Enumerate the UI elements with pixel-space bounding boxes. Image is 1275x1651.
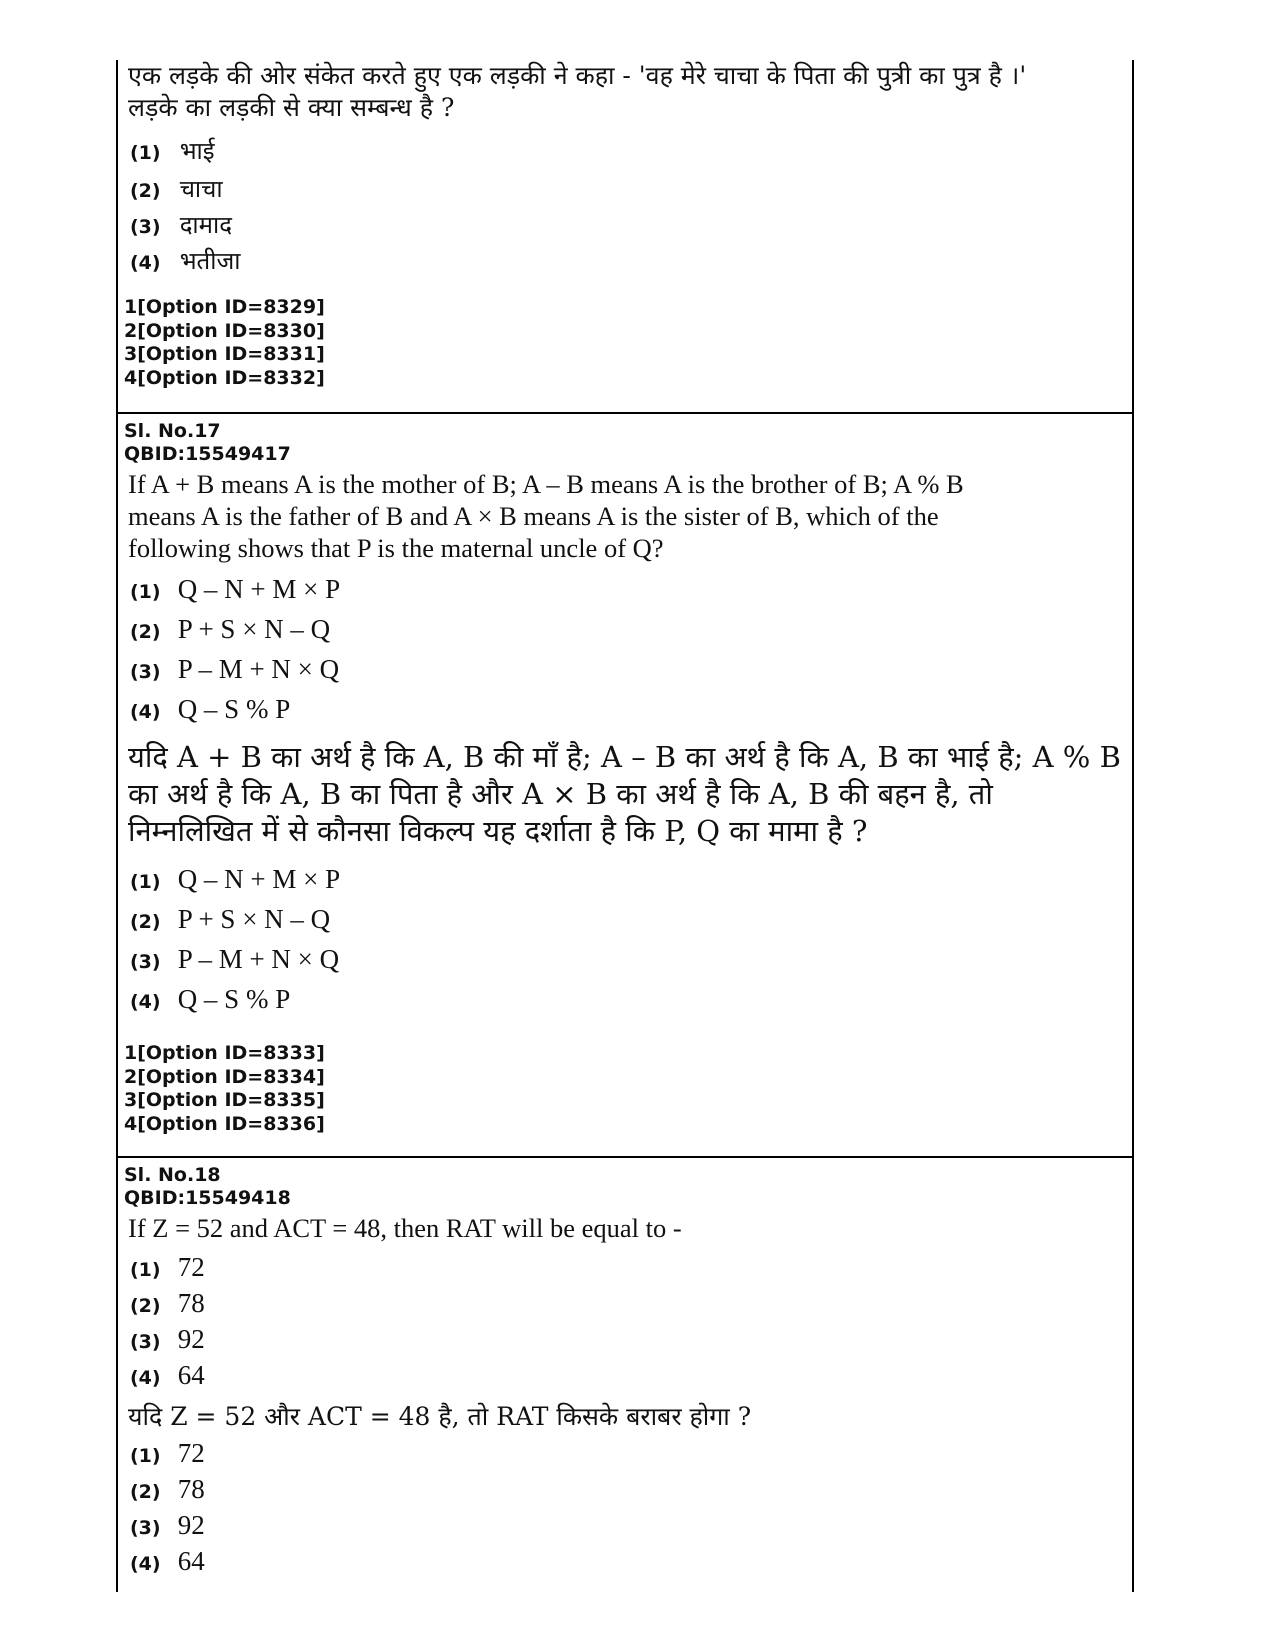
serial-number: Sl. No.18: [124, 1164, 221, 1186]
question-18-hi-option-3[interactable]: [130, 1510, 205, 1541]
option-text: 64: [177, 1546, 205, 1576]
option-number: (4): [130, 1367, 161, 1389]
option-number: (1): [130, 871, 161, 893]
option-number: (2): [130, 1481, 161, 1503]
question-17-en-option-1[interactable]: [130, 574, 340, 605]
question-17-hindi-line-2: का अर्थ है कि A, B का पिता है और A × B का अर्थ है कि A, B की बहन है, तो: [128, 777, 993, 811]
question-16-hindi-line-1: एक लड़के की ओर संकेत करते हुए एक लड़की ने कहा - 'वह मेरे चाचा के पिता की पुत्री का पुत्र है ।': [128, 61, 1027, 90]
question-16-option-3[interactable]: [130, 208, 232, 241]
question-17-english-line-3: following shows that P is the maternal uncle of Q?: [128, 533, 664, 563]
question-17-english-line-1: If A + B means A is the mother of B; A – B means A is the brother of B; A % B: [128, 469, 964, 499]
option-id: 1[Option ID=8329]: [124, 296, 325, 318]
question-17-hi-option-2[interactable]: [130, 904, 330, 935]
question-18-en-option-4[interactable]: [130, 1360, 205, 1391]
option-id: 4[Option ID=8336]: [124, 1112, 325, 1135]
qbid: QBID:15549417: [124, 443, 291, 465]
question-17-option-ids: [124, 1042, 325, 1136]
option-text: 64: [177, 1360, 205, 1390]
option-number: (3): [130, 216, 161, 238]
question-17-section: [118, 414, 1132, 1158]
option-text: 72: [177, 1438, 205, 1468]
option-text: भतीजा: [179, 247, 241, 275]
option-number: (1): [130, 1259, 161, 1281]
option-number: (3): [130, 1331, 161, 1353]
option-id: 2[Option ID=8330]: [124, 319, 325, 342]
question-17-english-line-2: means A is the father of B and A × B means A is the sister of B, which of the: [128, 501, 939, 531]
option-number: (1): [130, 1445, 161, 1467]
option-text: 72: [177, 1252, 205, 1282]
question-16-hindi-line-2: लड़के का लड़की से क्या सम्बन्ध है ?: [128, 93, 455, 122]
option-text: P – M + N × Q: [177, 654, 340, 684]
question-16-option-4[interactable]: [130, 244, 240, 277]
question-17-hi-option-1[interactable]: [130, 864, 340, 895]
question-18-hi-option-2[interactable]: [130, 1474, 205, 1505]
option-number: (3): [130, 661, 161, 683]
question-18-english: If Z = 52 and ACT = 48, then RAT will be equal to -: [128, 1213, 682, 1243]
option-text: Q – S % P: [177, 984, 291, 1014]
option-text: 78: [177, 1288, 205, 1318]
option-number: (2): [130, 180, 161, 202]
option-number: (2): [130, 621, 161, 643]
option-number: (4): [130, 1553, 161, 1575]
question-17-hi-option-4[interactable]: [130, 984, 290, 1015]
option-text: Q – N + M × P: [177, 864, 341, 894]
question-18-en-option-2[interactable]: [130, 1288, 205, 1319]
option-number: (4): [130, 252, 161, 274]
question-18-hi-option-4[interactable]: [130, 1546, 205, 1577]
option-text: 78: [177, 1474, 205, 1504]
question-17-meta: [124, 420, 291, 466]
question-18-meta: [124, 1164, 291, 1210]
question-18-en-option-3[interactable]: [130, 1324, 205, 1355]
question-16-option-1[interactable]: [130, 134, 215, 167]
option-id: 2[Option ID=8334]: [124, 1065, 325, 1088]
serial-number: Sl. No.17: [124, 420, 221, 442]
qbid: QBID:15549418: [124, 1187, 291, 1209]
question-17-en-option-2[interactable]: [130, 614, 330, 645]
question-16-option-ids: [124, 296, 325, 390]
option-text: P – M + N × Q: [177, 944, 340, 974]
option-id: 4[Option ID=8332]: [124, 366, 325, 389]
option-text: Q – S % P: [177, 694, 291, 724]
option-number: (1): [130, 142, 161, 164]
option-number: (3): [130, 1517, 161, 1539]
question-16-option-2[interactable]: [130, 172, 223, 205]
option-text: P + S × N – Q: [177, 614, 331, 644]
option-number: (3): [130, 951, 161, 973]
question-17-hi-option-3[interactable]: [130, 944, 339, 975]
question-17-hindi-line-3: निम्नलिखित में से कौनसा विकल्प यह दर्शाता है कि P, Q का मामा है ?: [128, 814, 868, 848]
option-id: 3[Option ID=8331]: [124, 343, 325, 365]
option-number: (2): [130, 911, 161, 933]
question-18-hindi: यदि Z = 52 और ACT = 48 है, तो RAT किसके बराबर होगा ?: [128, 1402, 752, 1431]
option-number: (1): [130, 581, 161, 603]
option-id: 1[Option ID=8333]: [124, 1042, 325, 1064]
question-18-section: [118, 1158, 1132, 1592]
option-text: भाई: [179, 137, 215, 165]
option-number: (2): [130, 1295, 161, 1317]
question-18-en-option-1[interactable]: [130, 1252, 205, 1283]
question-18-hi-option-1[interactable]: [130, 1438, 205, 1469]
option-text: 92: [177, 1324, 205, 1354]
option-text: 92: [177, 1510, 205, 1540]
option-text: Q – N + M × P: [177, 574, 341, 604]
option-text: चाचा: [179, 175, 223, 203]
question-17-hindi-line-1: यदि A + B का अर्थ है कि A, B की माँ है; A – B का अर्थ है कि A, B का भाई है; A % B: [128, 740, 1121, 774]
option-number: (4): [130, 991, 161, 1013]
question-table: [116, 60, 1134, 1592]
question-16-section: [118, 60, 1132, 412]
option-text: दामाद: [179, 211, 232, 239]
question-17-en-option-3[interactable]: [130, 654, 339, 685]
question-17-en-option-4[interactable]: [130, 694, 290, 725]
option-id: 3[Option ID=8335]: [124, 1089, 325, 1111]
option-text: P + S × N – Q: [177, 904, 331, 934]
option-number: (4): [130, 701, 161, 723]
